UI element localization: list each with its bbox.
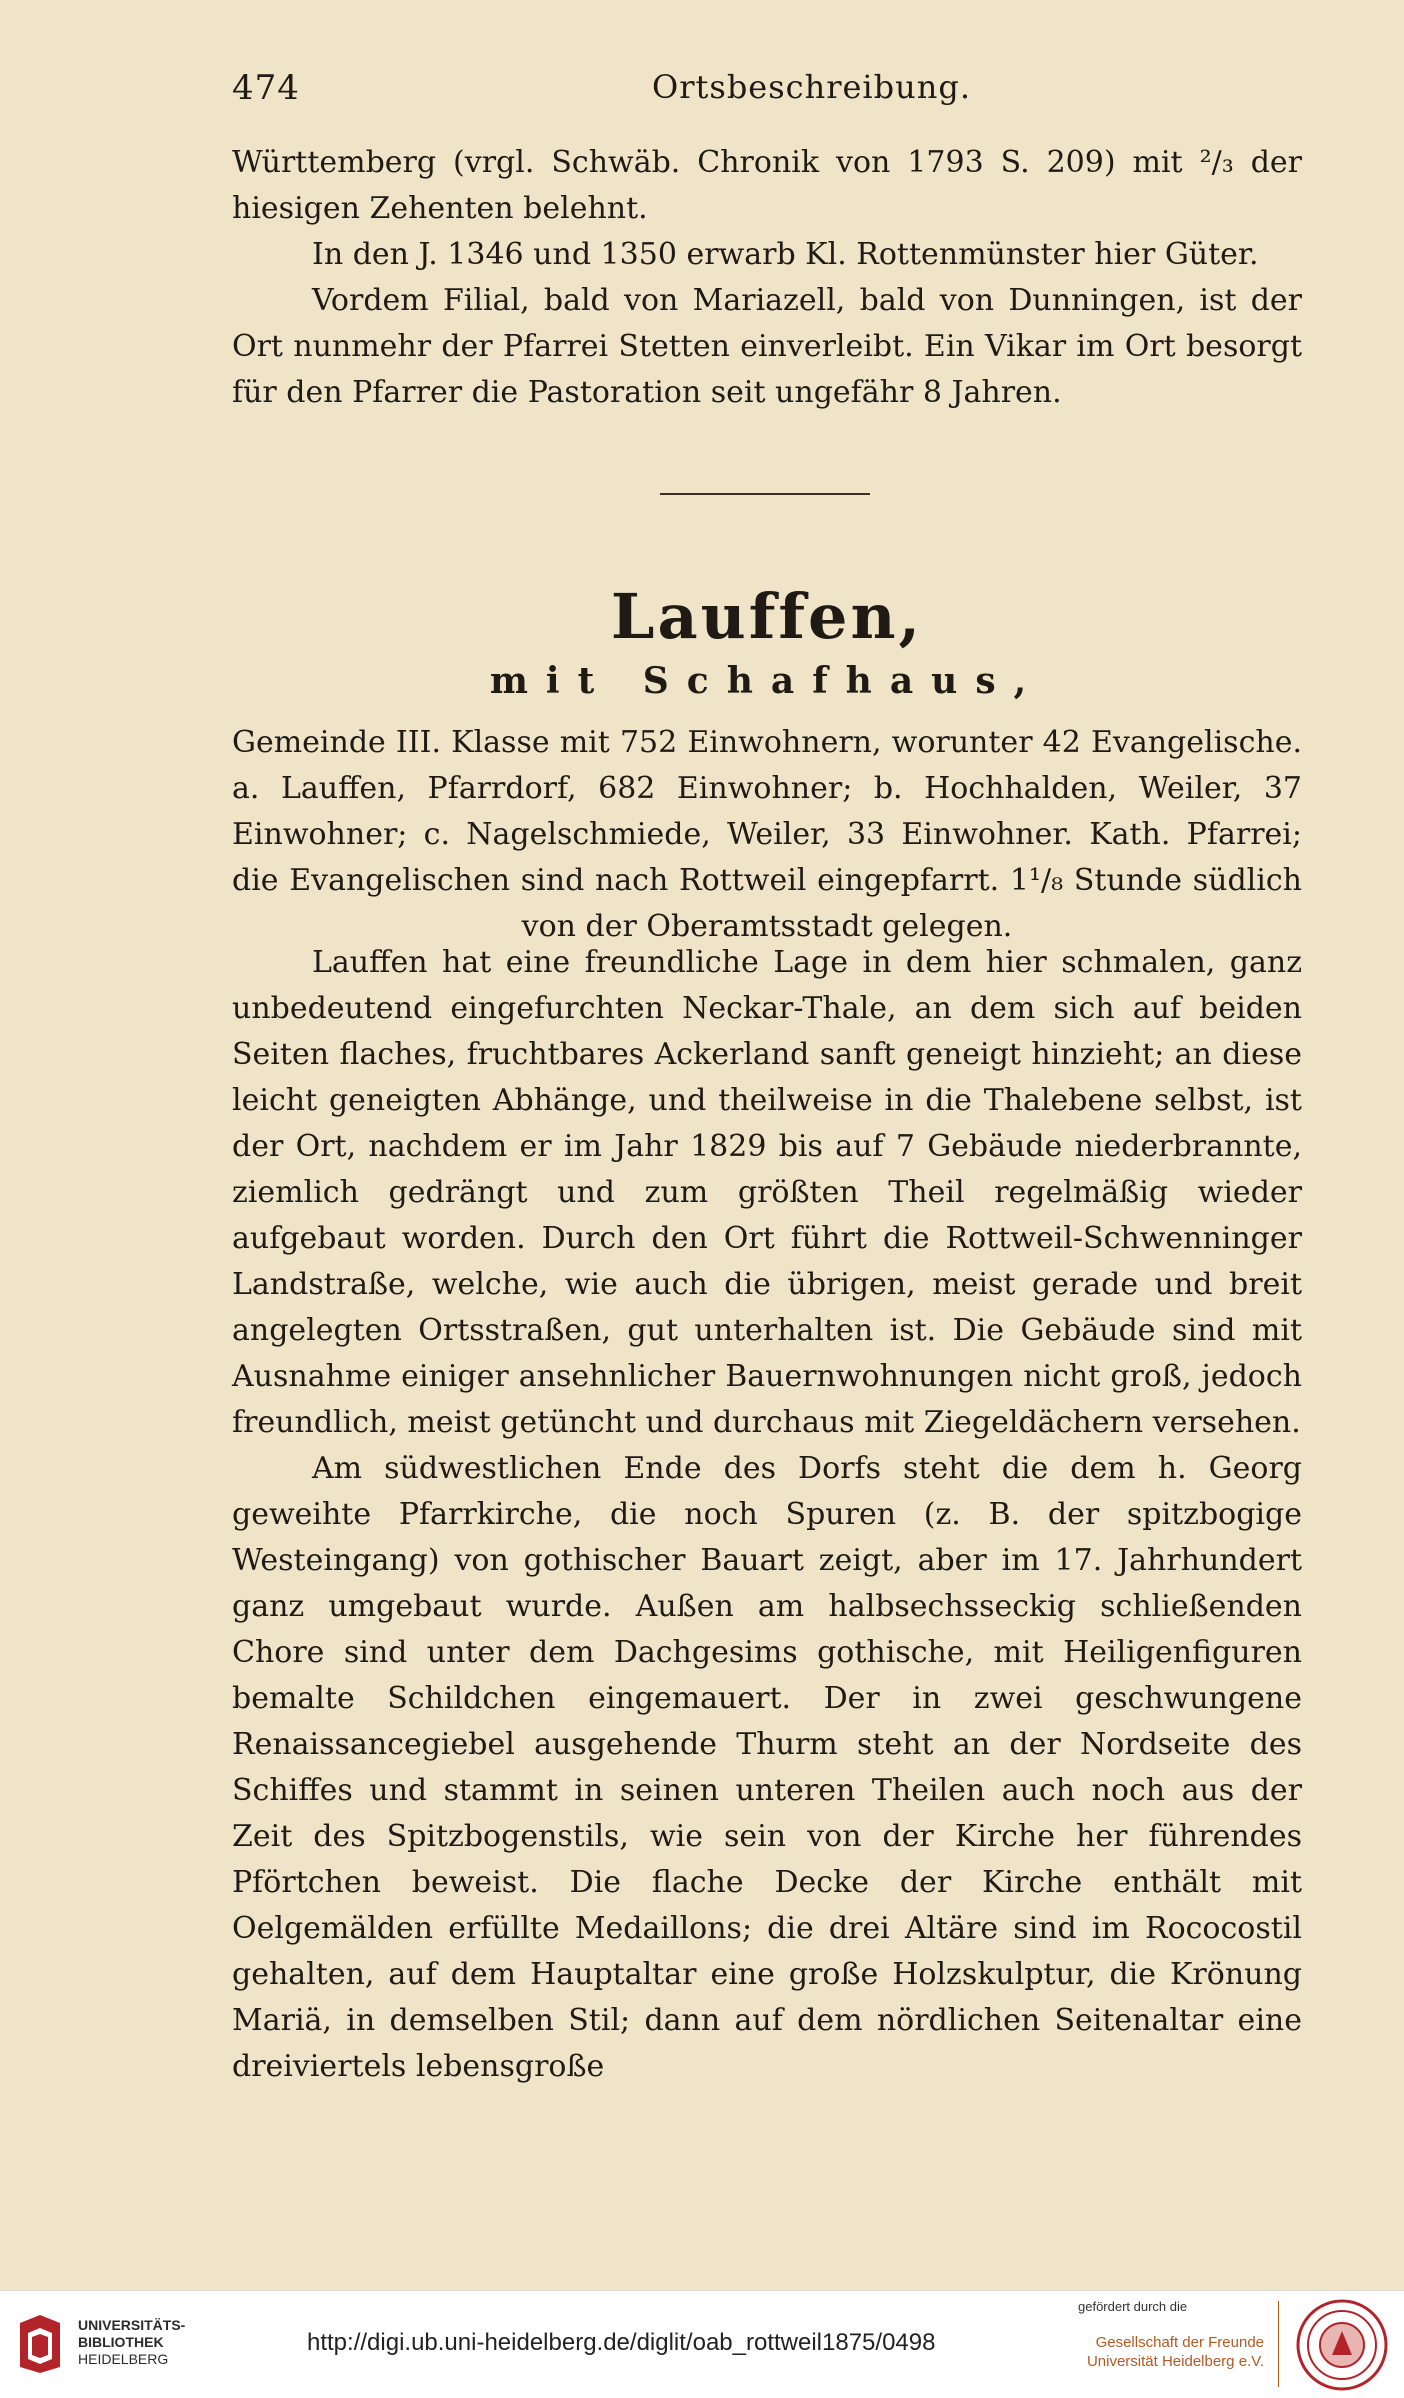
sponsor-caption: gefördert durch die — [1078, 2299, 1188, 2314]
body-text — [232, 940, 1302, 2090]
section-summary: Gemeinde III. Klasse mit 752 Einwohnern, worunter 42 Evangelische. a. Lauffen, Pfarrdorf, 682 Einwohner; b. Hochhalden, Weiler, 37 Einwohner; c. Nagelschmiede, Weiler, 33 Einwohner. Kath. Pfarrei; die Evangelischen sind nach Rottweil eingepfarrt. 1¹/₈ Stunde südlich von der Oberamtsstadt gelegen. — [232, 725, 1302, 944]
section-divider — [660, 493, 870, 495]
page-header — [232, 62, 1302, 112]
permalink-url[interactable]: http://digi.ub.uni-heidelberg.de/diglit/oab_rottweil1875/0498 — [307, 2329, 936, 2356]
intro-text — [232, 140, 1302, 416]
university-seal-icon — [1296, 2299, 1388, 2391]
sponsor-name-line: Universität Heidelberg e.V. — [1086, 2353, 1264, 2370]
digitization-footer — [0, 2290, 1404, 2398]
library-name — [78, 2317, 185, 2368]
section-summary-block — [232, 720, 1302, 950]
library-logo-icon — [14, 2313, 66, 2375]
page-number: 474 — [232, 68, 300, 108]
sponsor-name — [1064, 2333, 1264, 2371]
running-head: Ortsbeschreibung. — [652, 68, 972, 106]
intro-paragraph: Württemberg (vrgl. Schwäb. Chronik von 1793 S. 209) mit ²/₃ der hiesigen Zehenten belehnt. — [232, 145, 1302, 226]
body-paragraph: Am südwestlichen Ende des Dorfs steht die dem h. Georg geweihte Pfarrkirche, die noch Spuren (z. B. der spitzbogige Westeingang) von gothischer Bauart zeigt, aber im 17. Jahrhundert ganz umgebaut wurde. Außen am halbsechsseckig schließenden Chore sind unter dem Dachgesims gothische, mit Heiligenfiguren bemalte Schildchen eingemauert. Der in zwei geschwungene Renaissancegiebel ausgehende Thurm steht an der Nordseite des Schiffes und stammt in seinen unteren Theilen auch noch aus der Zeit des Spitzbogenstils, wie sein von der Kirche her führendes Pförtchen beweist. Die flache Decke der Kirche enthält mit Oelgemälden erfüllte Medaillons; die drei Altäre sind im Rococostil gehalten, auf dem Hauptaltar eine große Holzskulptur, die Krönung Mariä, in demselben Stil; dann auf dem nördlichen Seitenaltar eine dreiviertels lebensgroße — [232, 1451, 1302, 2084]
body-paragraph: Lauffen hat eine freundliche Lage in dem hier schmalen, ganz unbedeutend eingefurchten Neckar-Thale, an dem sich auf beiden Seiten flaches, fruchtbares Ackerland sanft geneigt hinzieht; an diese leicht geneigten Abhänge, und theilweise in die Thalebene selbst, ist der Ort, nachdem er im Jahr 1829 bis auf 7 Gebäude niederbrannte, ziemlich gedrängt und zum größten Theil regelmäßig wieder aufgebaut worden. Durch den Ort führt die Rottweil-Schwenninger Landstraße, welche, wie auch die übrigen, meist gerade und breit angelegten Ortsstraßen, gut unterhalten ist. Die Gebäude sind mit Ausnahme einiger ansehnlicher Bauernwohnungen nicht groß, jedoch freundlich, meist getüncht und durchaus mit Ziegeldächern versehen. — [232, 945, 1302, 1440]
library-name-line: BIBLIOTHEK — [78, 2334, 164, 2350]
library-name-line: UNIVERSITÄTS- — [78, 2317, 186, 2333]
sponsor-name-line: Gesellschaft der Freunde — [1095, 2334, 1264, 2351]
intro-paragraph: In den J. 1346 und 1350 erwarb Kl. Rottenmünster hier Güter. — [312, 237, 1259, 272]
section-title: Lauffen, — [610, 580, 924, 653]
library-name-line: HEIDELBERG — [78, 2351, 169, 2367]
intro-paragraph: Vordem Filial, bald von Mariazell, bald von Dunningen, ist der Ort nunmehr der Pfarrei Stetten einverleibt. Ein Vikar im Ort besorgt für den Pfarrer die Pastoration seit ungefähr 8 Jahren. — [232, 283, 1302, 410]
section-subtitle: mit Schafhaus, — [489, 660, 1045, 702]
sponsor-divider — [1278, 2301, 1279, 2387]
